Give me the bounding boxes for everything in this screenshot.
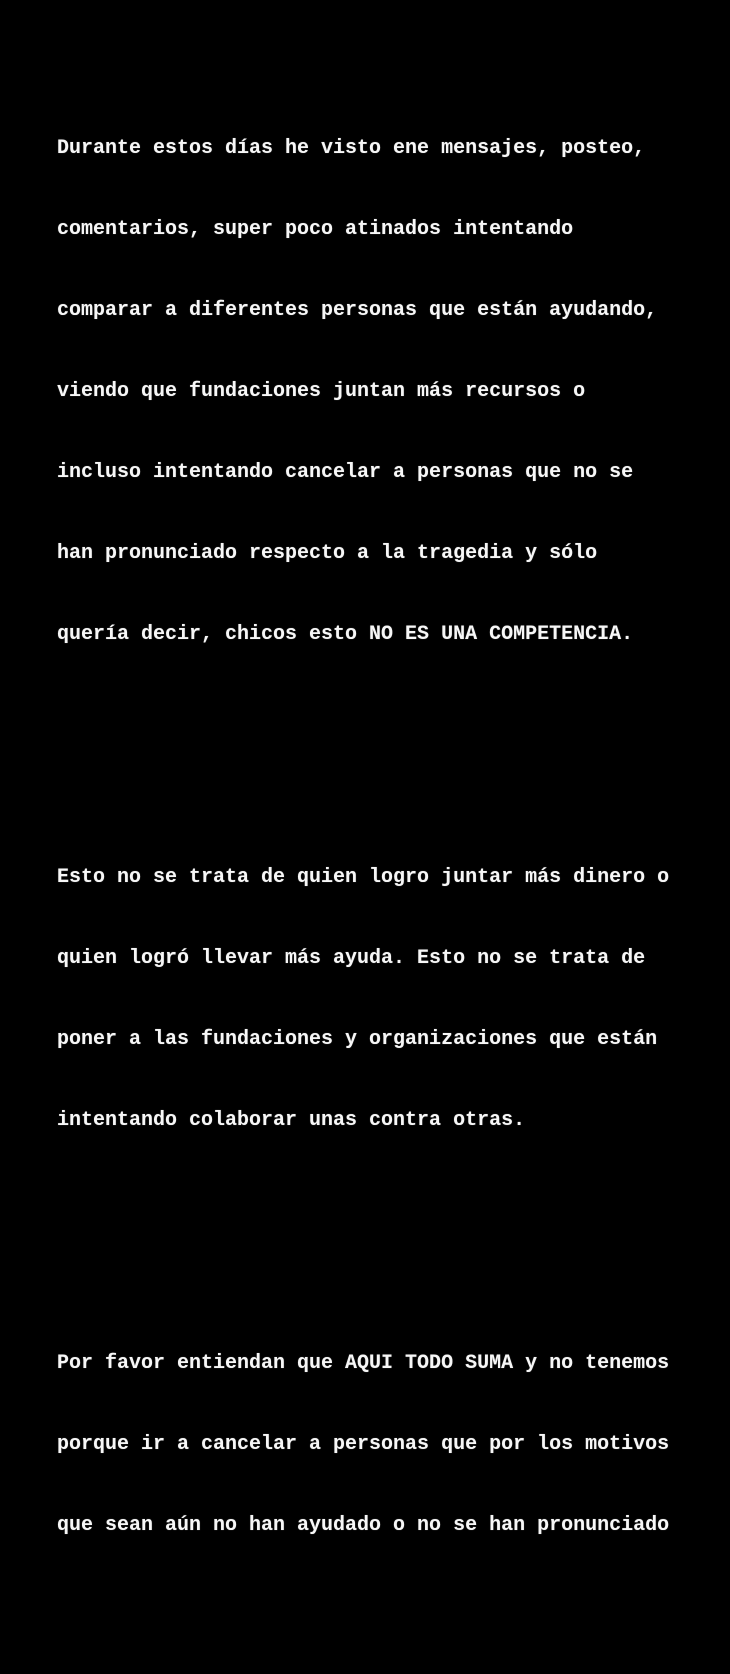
post-text-block: [57, 0, 730, 1674]
text-line: porque ir a cancelar a personas que por los motivos: [57, 1433, 670, 1456]
text-line: han pronunciado respecto a la tragedia y sólo: [57, 542, 598, 565]
text-line: quería decir, chicos esto NO ES UNA COMPETENCIA.: [57, 623, 634, 646]
paragraph: [57, 81, 730, 702]
text-line: comparar a diferentes personas que están ayudando,: [57, 299, 658, 322]
paragraph: [57, 1296, 730, 1593]
text-line: incluso intentando cancelar a personas que no se: [57, 461, 634, 484]
text-line: comentarios, super poco atinados intentando: [57, 218, 574, 241]
paragraph: [57, 810, 730, 1188]
text-line: poner a las fundaciones y organizaciones que están: [57, 1028, 658, 1051]
text-line: viendo que fundaciones juntan más recursos o: [57, 380, 586, 403]
text-line: quien logró llevar más ayuda. Esto no se trata de: [57, 947, 646, 970]
text-line: Por favor entiendan que AQUI TODO SUMA y no tenemos: [57, 1352, 670, 1375]
text-line: Esto no se trata de quien logro juntar más dinero o: [57, 866, 670, 889]
text-line: intentando colaborar unas contra otras.: [57, 1109, 526, 1132]
text-line: Durante estos días he visto ene mensajes, posteo,: [57, 137, 646, 160]
clipped-text-line: que sean aún no han ayudado o no se han pronunciado: [57, 1514, 670, 1537]
